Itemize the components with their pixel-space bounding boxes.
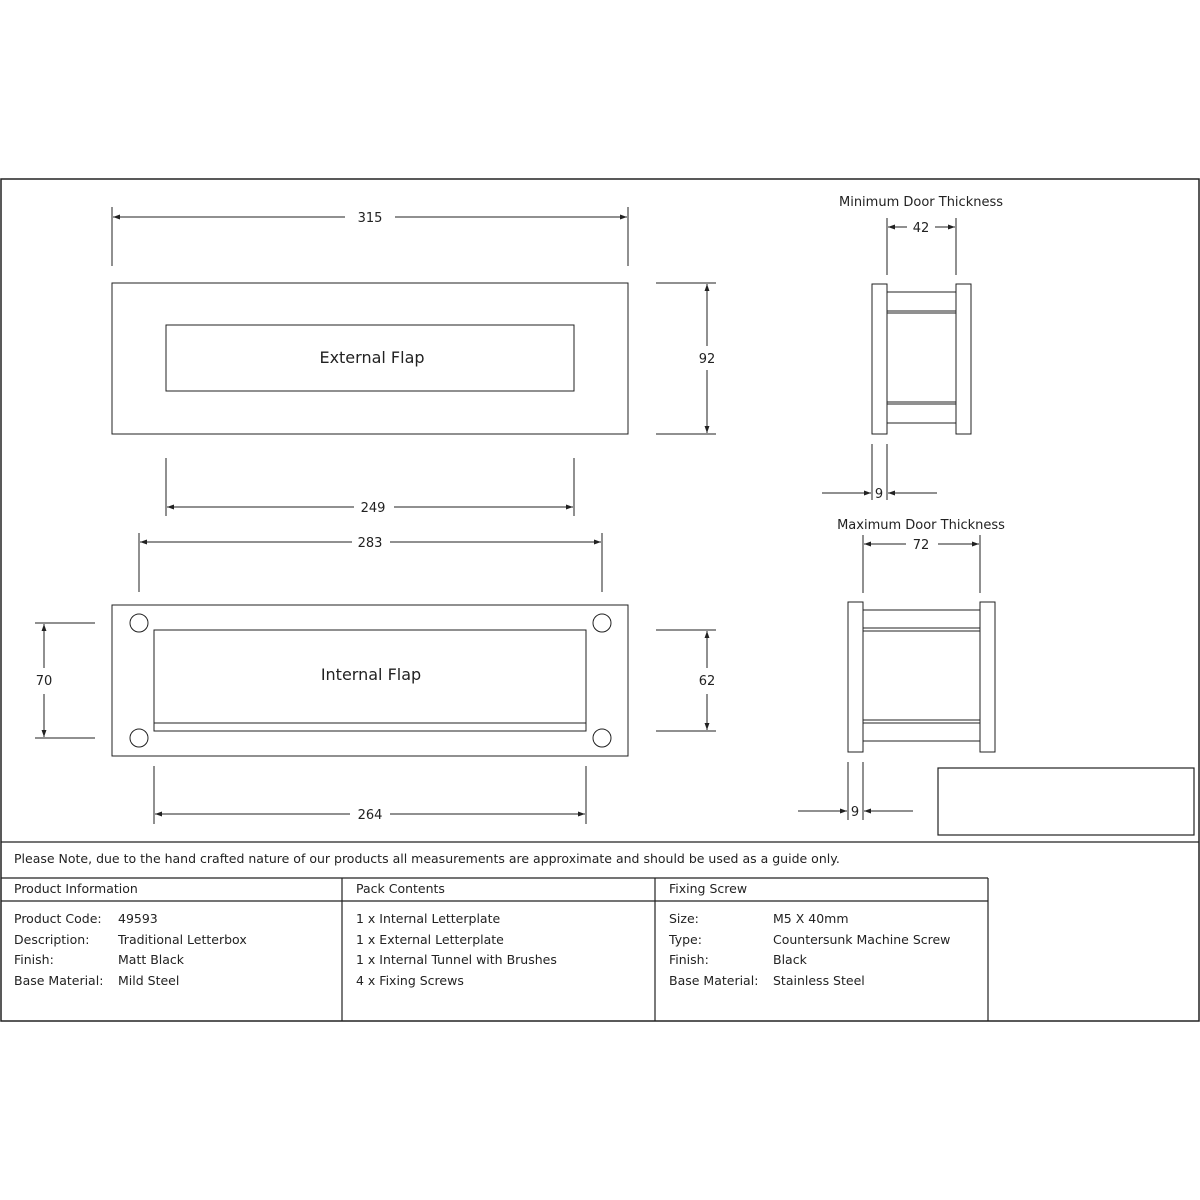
- fixing-screw-table: [669, 909, 950, 991]
- fixing-screw-heading: Fixing Screw: [669, 881, 748, 896]
- internal-flap-label: Internal Flap: [320, 665, 422, 684]
- list-item: 1 x Internal Tunnel with Brushes: [356, 952, 557, 967]
- info-key: Product Code:: [14, 911, 102, 926]
- dim-ext-width: 315: [357, 211, 383, 226]
- info-key: Base Material:: [14, 972, 104, 988]
- pack-contents-list: [356, 909, 557, 991]
- screw-value: Stainless Steel: [773, 972, 865, 988]
- list-item: 1 x External Letterplate: [356, 931, 504, 947]
- info-key: Description:: [14, 931, 90, 947]
- table-row: [14, 909, 247, 930]
- min-thickness-side-view: [872, 284, 971, 434]
- info-value: 49593: [118, 911, 158, 926]
- screw-hole: [593, 614, 611, 632]
- table-row: [14, 950, 247, 971]
- list-item: 4 x Fixing Screws: [356, 972, 464, 988]
- table-row: [669, 971, 950, 992]
- dim-int-flap-height: 62: [698, 674, 716, 689]
- title-block-box: [938, 768, 1194, 835]
- screw-key: Finish:: [669, 952, 709, 967]
- dim-hole-spacing: 283: [357, 536, 383, 551]
- dim-int-height: 70: [35, 674, 53, 689]
- measurement-note: Please Note, due to the hand crafted nature of our products all measurements are approximate and should be used as a guide only.: [14, 851, 840, 866]
- min-thickness-title: Minimum Door Thickness: [838, 195, 1004, 210]
- screw-key: Base Material:: [669, 972, 759, 988]
- info-value: Traditional Letterbox: [118, 931, 247, 947]
- info-value: Matt Black: [118, 952, 185, 967]
- dim-ext-height: 92: [698, 352, 716, 367]
- dim-max-plate: 9: [850, 805, 860, 820]
- screw-hole: [593, 729, 611, 747]
- dim-int-flap-width: 264: [357, 808, 383, 823]
- dim-min-plate: 9: [874, 487, 884, 502]
- screw-value: Black: [773, 952, 807, 967]
- table-row: [669, 909, 950, 930]
- max-thickness-title: Maximum Door Thickness: [837, 518, 1005, 533]
- screw-value: Countersunk Machine Screw: [773, 931, 951, 947]
- list-item: 1 x Internal Letterplate: [356, 911, 501, 926]
- screw-key: Type:: [669, 931, 702, 947]
- dim-ext-flap-width: 249: [360, 501, 386, 516]
- screw-key: Size:: [669, 911, 699, 926]
- screw-hole: [130, 614, 148, 632]
- info-value: Mild Steel: [118, 972, 180, 988]
- table-row: [14, 971, 247, 992]
- pack-contents-heading: Pack Contents: [356, 881, 445, 896]
- info-key: Finish:: [14, 952, 54, 967]
- max-thickness-side-view: [848, 602, 995, 752]
- screw-value: M5 X 40mm: [773, 911, 849, 926]
- table-row: [669, 950, 950, 971]
- table-row: [14, 930, 247, 951]
- product-info-heading: Product Information: [14, 881, 138, 896]
- screw-hole: [130, 729, 148, 747]
- dim-max-thickness: 72: [912, 538, 930, 553]
- product-info-table: [14, 909, 247, 991]
- table-row: [669, 930, 950, 951]
- dim-min-thickness: 42: [912, 221, 930, 236]
- external-flap-label: External Flap: [319, 348, 425, 367]
- drawing-frame: [1, 179, 1199, 1021]
